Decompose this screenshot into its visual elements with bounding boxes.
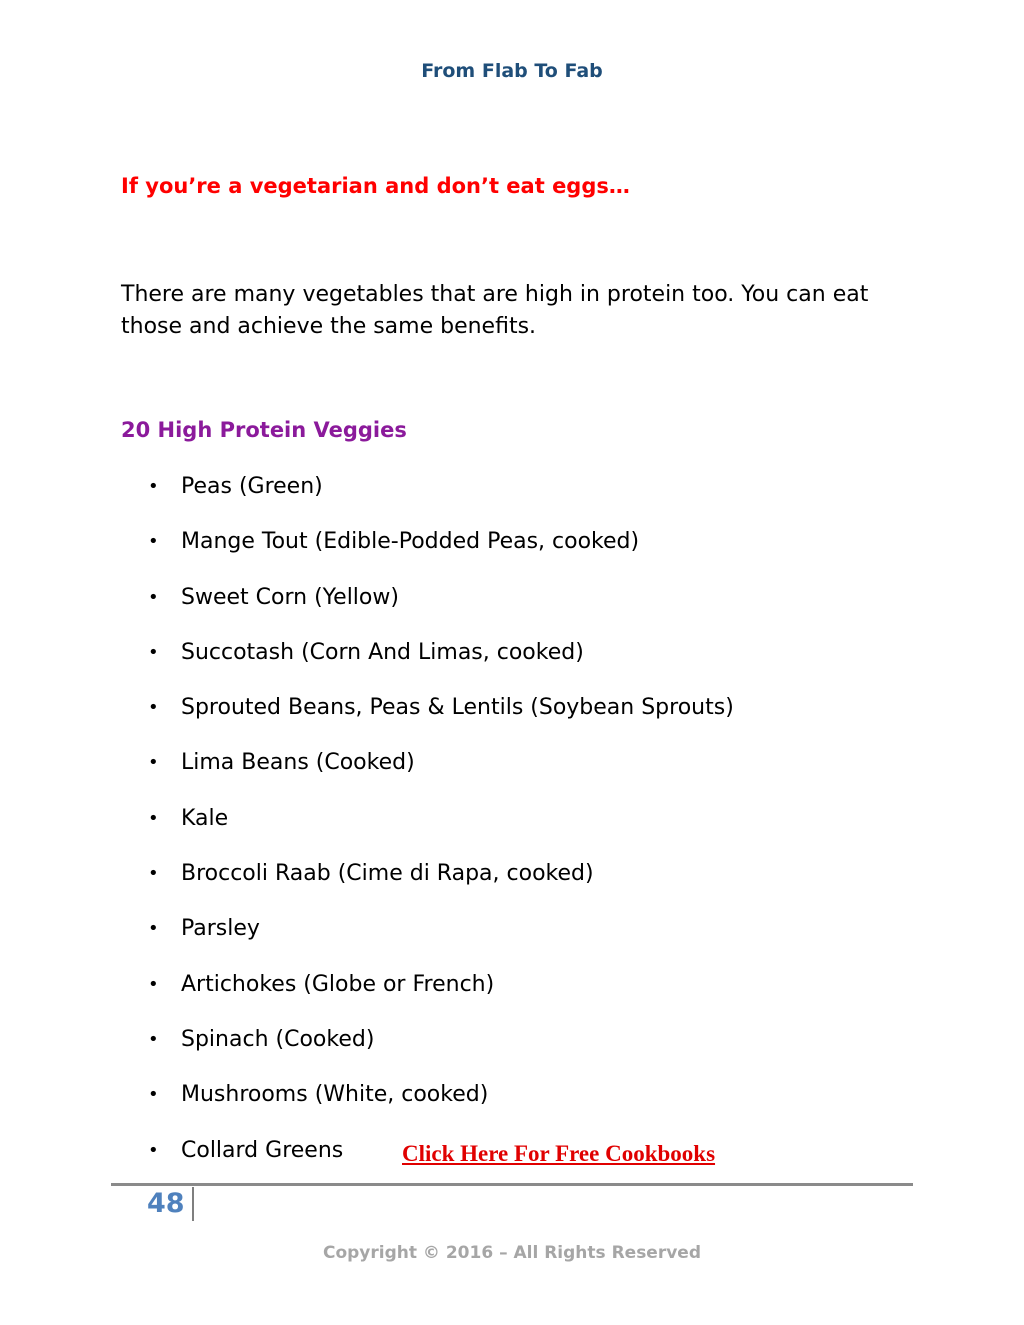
- list-item-text: Parsley: [181, 916, 260, 942]
- list-item: [148, 1080, 734, 1135]
- free-cookbooks-link[interactable]: Click Here For Free Cookbooks: [402, 1141, 716, 1166]
- list-item: [148, 638, 734, 693]
- bullet-icon: •: [148, 807, 159, 829]
- section-heading: If you’re a vegetarian and don’t eat eggs…: [121, 174, 630, 198]
- list-item: [148, 583, 734, 638]
- page-number: 48: [147, 1188, 185, 1219]
- bullet-icon: •: [148, 918, 159, 940]
- list-item: [148, 859, 734, 914]
- list-item: [148, 472, 734, 527]
- list-item-text: Lima Beans (Cooked): [181, 750, 415, 776]
- intro-paragraph: There are many vegetables that are high in protein too. You can eat those and achieve the same benefits.: [121, 282, 869, 339]
- footer-divider: [111, 1183, 913, 1186]
- bullet-icon: •: [148, 752, 159, 774]
- bullet-icon: •: [148, 531, 159, 553]
- bullet-icon: •: [148, 641, 159, 663]
- list-item: [148, 970, 734, 1025]
- list-item-text: Broccoli Raab (Cime di Rapa, cooked): [181, 861, 594, 887]
- document-header-title: From Flab To Fab: [421, 60, 603, 82]
- bullet-icon: •: [148, 1084, 159, 1106]
- vegetable-list: [148, 472, 734, 1191]
- list-heading: 20 High Protein Veggies: [121, 418, 407, 442]
- page-number-separator: [192, 1187, 194, 1221]
- list-item: [148, 748, 734, 803]
- bullet-icon: •: [148, 1139, 159, 1161]
- bullet-icon: •: [148, 586, 159, 608]
- bullet-icon: •: [148, 697, 159, 719]
- list-item-text: Collard Greens: [181, 1137, 344, 1163]
- bullet-icon: •: [148, 863, 159, 885]
- list-item: [148, 914, 734, 969]
- list-item-text: Sweet Corn (Yellow): [181, 584, 399, 610]
- list-item-text: Sprouted Beans, Peas & Lentils (Soybean Sprouts): [181, 695, 734, 721]
- bullet-icon: •: [148, 973, 159, 995]
- bullet-icon: •: [148, 1028, 159, 1050]
- list-item-text: Kale: [181, 805, 229, 831]
- list-item: [148, 804, 734, 859]
- list-item-text: Artichokes (Globe or French): [181, 971, 495, 997]
- list-item: [148, 1025, 734, 1080]
- list-item: [148, 527, 734, 582]
- list-item-text: Succotash (Corn And Limas, cooked): [181, 639, 584, 665]
- copyright-notice: Copyright © 2016 – All Rights Reserved: [322, 1243, 702, 1263]
- list-item-text: Mushrooms (White, cooked): [181, 1082, 489, 1108]
- list-item-text: Mange Tout (Edible-Podded Peas, cooked): [181, 529, 640, 555]
- list-item-text: Spinach (Cooked): [181, 1026, 375, 1052]
- bullet-icon: •: [148, 476, 159, 497]
- list-item-text: Peas (Green): [181, 474, 323, 499]
- list-item: [148, 693, 734, 748]
